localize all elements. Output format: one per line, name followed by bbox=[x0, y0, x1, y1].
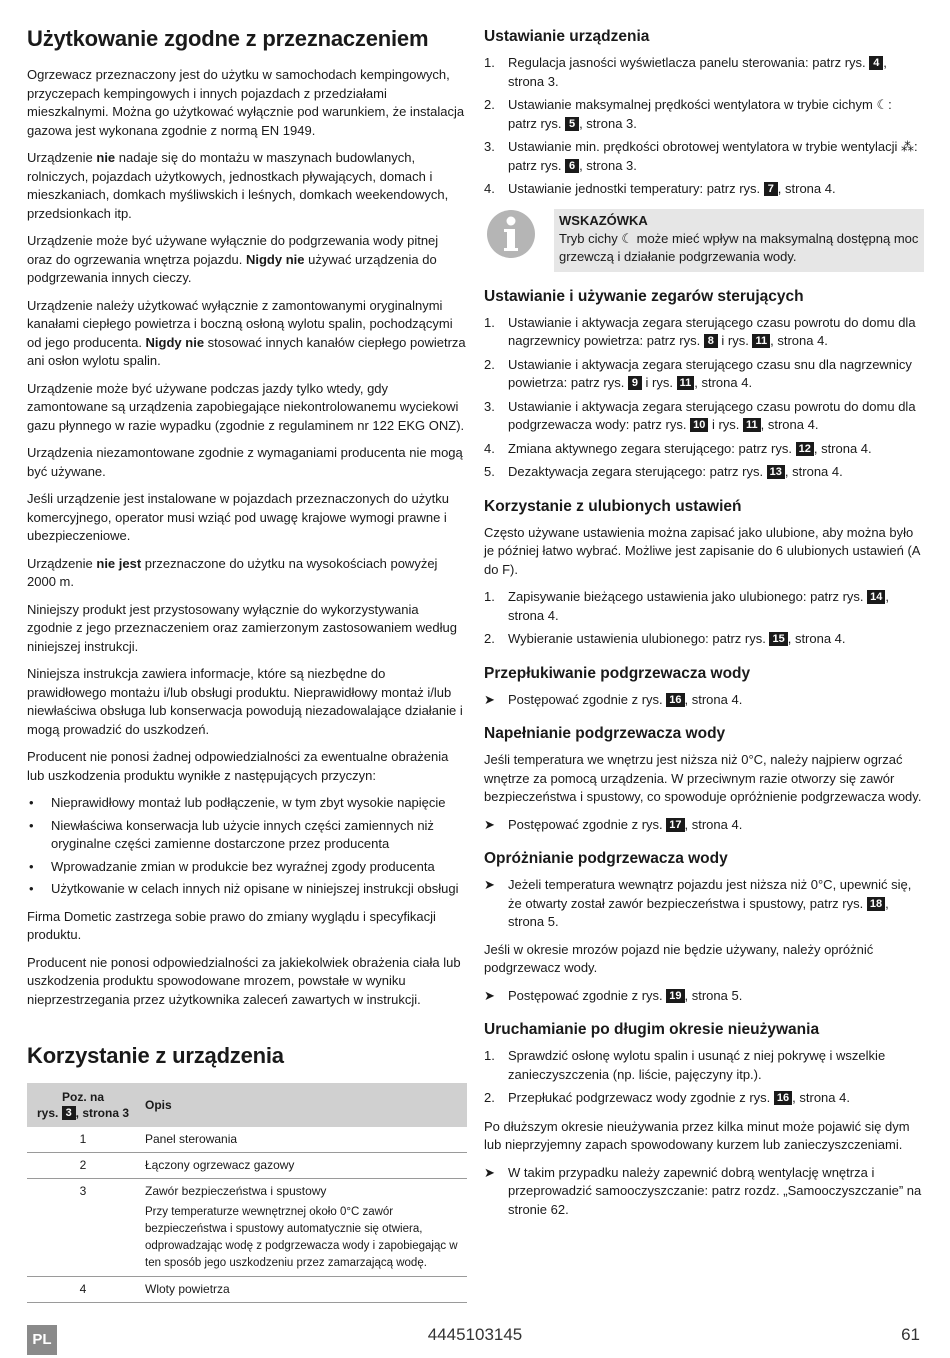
table-row: 3 Zawór bezpieczeństwa i spustowy Przy temperaturze wewnętrznej około 0°C zawór bezpieczeństwa i spustowy automatycznie się otwiera, odprowadzając wodę z podgrzewacza wody i zapobiegając w ten sposób jego uszkodzeniu przez zamarzającą wodę. bbox=[27, 1179, 467, 1277]
arrow-icon: ➤ bbox=[484, 691, 495, 707]
section-heading: Przepłukiwanie podgrzewacza wody bbox=[484, 664, 751, 682]
list-item: 1. Regulacja jasności wyświetlacza panelu sterowania: patrz rys. 4 , strona 3. bbox=[484, 55, 887, 89]
figure-ref: 13 bbox=[767, 465, 785, 479]
section-heading: Ustawianie i używanie zegarów sterujących bbox=[484, 287, 804, 305]
paragraph: Jeśli w okresie mrozów pojazd nie będzie używany, należy opróżnić podgrzewacz wody. bbox=[484, 941, 874, 975]
figure-ref: 3 bbox=[62, 1106, 76, 1120]
table-row: 1 Panel sterowania bbox=[27, 1127, 467, 1153]
paragraph: Niniejszy produkt jest przystosowany wyłącznie do wykorzystywania zgodnie z jego przeznaczeniem oraz zamierzonym zastosowaniem według niniejszej instrukcji. bbox=[27, 601, 457, 654]
paragraph: Często używane ustawienia można zapisać jako ulubione, aby można było je później łatwo wybrać. Możliwe jest zapisanie do 6 ulubionych ustawień (A do F). bbox=[484, 524, 920, 577]
list-item: • Wprowadzanie zmian w produkcie bez wyraźnej zgody producenta bbox=[29, 858, 435, 874]
section-heading: Ustawianie urządzenia bbox=[484, 28, 650, 45]
section-device-settings bbox=[484, 28, 924, 272]
list-item: 2. Ustawianie maksymalnej prędkości wentylatora w trybie cichym ☾: patrz rys. 5 , strona 3. bbox=[484, 97, 892, 131]
paragraph: Po dłuższym okresie nieużywania przez kilka minut może pojawić się dym lub nieprzyjemny zapach spowodowany kurzem lub zanieczyszczeniami. bbox=[484, 1118, 910, 1152]
paragraph: Producent nie ponosi odpowiedzialności za jakiekolwiek obrażenia ciała lub uszkodzenia produktu spowodowane mrozem, powstałe w wyniku nieprzestrzegania przez użytkownika zaleceń zawartych w instrukcji. bbox=[27, 954, 461, 1007]
section-filling bbox=[484, 725, 924, 834]
list-item: • Niewłaściwa konserwacja lub użycie innych części zamiennych niż oryginalne części zamienne dostarczone przez producenta bbox=[29, 817, 434, 851]
paragraph: Producent nie ponosi żadnej odpowiedzialności za ewentualne obrażenia lub uszkodzenia produktu wynikłe z następujących przyczyn: bbox=[27, 749, 449, 783]
paragraph: Urządzenia niezamontowane zgodnie z wymaganiami producenta nie mogą być używane. bbox=[27, 445, 463, 479]
list-item: • Nieprawidłowy montaż lub podłączenie, w tym zbyt wysokie napięcie bbox=[29, 795, 446, 810]
note-box bbox=[484, 209, 924, 272]
figure-ref: 5 bbox=[565, 117, 579, 131]
figure-ref: 17 bbox=[666, 818, 684, 832]
table-row: 4 Wloty powietrza bbox=[27, 1277, 467, 1303]
section-restart bbox=[484, 1021, 924, 1219]
paragraph: Urządzenie może być używane podczas jazdy tylko wtedy, gdy zamontowane są urządzenia zapobiegające niekontrolowanemu wyciekowi gazu płynnego w razie wypadku (zgodnie z regulaminem nr 122 EKG ONZ). bbox=[27, 380, 465, 433]
arrow-icon: ➤ bbox=[484, 1164, 495, 1180]
list-item: • Użytkowanie w celach innych niż opisane w niniejszej instrukcji obsługi bbox=[29, 881, 459, 896]
section-heading: Korzystanie z ulubionych ustawień bbox=[484, 497, 742, 515]
paragraph: Jeśli urządzenie jest instalowane w pojazdach przeznaczonych do użytku komercyjnego, operator musi wziąć pod uwagę krajowe wymogi prawne i ubezpieczeniowe. bbox=[27, 491, 450, 543]
figure-ref: 10 bbox=[690, 418, 708, 432]
instruction-step: ➤ Postępować zgodnie z rys. 17 , strona 4. bbox=[484, 816, 924, 835]
numbered-list bbox=[484, 314, 924, 482]
section-flushing bbox=[484, 665, 924, 710]
list-item: 2. Wybieranie ustawienia ulubionego: patrz rys. 15 , strona 4. bbox=[484, 631, 846, 646]
list-item: 4. Zmiana aktywnego zegara sterującego: patrz rys. 12 , strona 4. bbox=[484, 440, 872, 456]
paragraph: Urządzenie może być używane wyłącznie do podgrzewania wody pitnej oraz do ogrzewania wnętrza pojazdu. Nigdy nie używać urządzenia do podgrzewania innych cieczy. bbox=[27, 233, 439, 285]
figure-ref: 16 bbox=[666, 693, 684, 707]
figure-ref: 14 bbox=[867, 590, 885, 604]
instruction-step: ➤ W takim przypadku należy zapewnić dobrą wentylację wnętrza i przeprowadzić samooczyszczanie: patrz rozdz. „Samooczyszczanie” na stronie 62. bbox=[484, 1164, 922, 1217]
list-item: 2. Ustawianie i aktywacja zegara sterującego czasu snu dla nagrzewnicy powietrza: patrz rys. 9 i rys. 11 , strona 4. bbox=[484, 356, 912, 390]
list-item: 3. Ustawianie i aktywacja zegara sterującego czasu powrotu do domu dla podgrzewacza wody: patrz rys. 10 i rys. 11 , strona 4. bbox=[484, 398, 916, 432]
section-timers bbox=[484, 288, 924, 482]
section-heading: Opróżnianie podgrzewacza wody bbox=[484, 850, 728, 867]
numbered-list bbox=[484, 1047, 924, 1108]
list-item: 1. Ustawianie i aktywacja zegara sterującego czasu powrotu do domu dla nagrzewnicy powietrza: patrz rys. 8 i rys. 11 , strona 4. bbox=[484, 314, 916, 348]
figure-ref: 8 bbox=[704, 334, 718, 348]
list-item: 1. Zapisywanie bieżącego ustawienia jako ulubionego: patrz rys. 14 , strona 4. bbox=[484, 589, 890, 623]
language-badge: PL bbox=[27, 1325, 57, 1355]
list-item: 4. Ustawianie jednostki temperatury: patrz rys. 7 , strona 4. bbox=[484, 181, 836, 196]
list-item: 5. Dezaktywacja zegara sterującego: patrz rys. 13 , strona 4. bbox=[484, 464, 843, 479]
section-heading: Napełnianie podgrzewacza wody bbox=[484, 725, 726, 742]
list-item: 3. Ustawianie min. prędkości obrotowej wentylatora w trybie wentylacji ⁂: patrz rys. 6 , strona 3. bbox=[484, 139, 918, 173]
arrow-icon: ➤ bbox=[484, 816, 495, 832]
list-item: 2. Przepłukać podgrzewacz wody zgodnie z rys. 16 , strona 4. bbox=[484, 1090, 850, 1105]
paragraph: Firma Dometic zastrzega sobie prawo do zmiany wyglądu i specyfikacji produktu. bbox=[27, 908, 436, 942]
note-title: WSKAZÓWKA bbox=[559, 212, 648, 228]
document-number: 4445103145 bbox=[427, 1325, 523, 1344]
figure-ref: 4 bbox=[869, 56, 883, 70]
instruction-step: ➤ Postępować zgodnie z rys. 16 , strona 4. bbox=[484, 691, 924, 710]
paragraph: Ogrzewacz przeznaczony jest do użytku w samochodach kempingowych, przyczepach kempingowych i innych pojazdach z przedziałami mieszkalnymi. Można go użytkować wyłącznie pod warunkiem, że instalacja gazowa jest wykonana zgodnie z normą EN 1949. bbox=[27, 67, 465, 138]
note-text: Tryb cichy ☾ może mieć wpływ na maksymalną dostępną moc grzewczą i działanie podgrzewania wody. bbox=[559, 230, 919, 264]
figure-ref: 6 bbox=[565, 159, 579, 173]
paragraph: Urządzenie nie nadaje się do montażu w maszynach budowlanych, rolniczych, pojazdach użytkowych, jednostkach pływających, domach i mieszkaniach, domkach myśliwskich i leśnych, domkach weekendowych, przedsionkach itp. bbox=[27, 150, 449, 221]
instruction-step: ➤ Jeżeli temperatura wewnątrz pojazdu jest niższa niż 0°C, upewnić się, że otwarty został zawór bezpieczeństwa i spustowy, patrz rys. 18 , strona 5. bbox=[484, 877, 912, 929]
section-draining bbox=[484, 850, 924, 1005]
figure-ref: 11 bbox=[752, 334, 770, 348]
numbered-list bbox=[484, 588, 924, 649]
section-title-intended-use: Użytkowanie zgodne z przeznaczeniem bbox=[27, 26, 429, 51]
figure-ref: 18 bbox=[867, 897, 885, 911]
numbered-list bbox=[484, 54, 924, 199]
section-heading: Uruchamianie po długim okresie nieużywania bbox=[484, 1021, 820, 1038]
figure-ref: 15 bbox=[769, 632, 787, 646]
paragraph: Jeśli temperatura we wnętrzu jest niższa niż 0°C, należy najpierw ogrzać wnętrze za pomocą urządzenia. W przeciwnym razie otworzy się zawór bezpieczeństwa i spustowy, co spowoduje opróżnienie podgrzewacza wody. bbox=[484, 752, 922, 804]
instruction-step: ➤ Postępować zgodnie z rys. 19 , strona 5. bbox=[484, 987, 924, 1006]
bullet-list bbox=[27, 794, 467, 899]
right-column bbox=[484, 28, 924, 1235]
info-icon bbox=[484, 209, 544, 269]
paragraph: Urządzenie należy użytkować wyłącznie z zamontowanymi oryginalnymi kanałami ciepłego powietrza i boczną osłoną wylotu spalin, pochodzącymi od jego producenta. Nigdy nie stosować innych kanałów ciepłego powietrza ani osłon wylotu spalin. bbox=[27, 297, 466, 368]
figure-ref: 11 bbox=[677, 376, 695, 390]
paragraph: Urządzenie nie jest przeznaczone do użytku na wysokościach powyżej 2000 m. bbox=[27, 555, 438, 589]
paragraph: Niniejsza instrukcja zawiera informacje, które są niezbędne do prawidłowego montażu i/lub obsługi produktu. Nieprawidłowy montaż i/lub niewłaściwa obsługa lub konserwacja powodują niezadowalające działanie i mogą prowadzić do uszkodzeń. bbox=[27, 666, 463, 737]
section-favorites bbox=[484, 498, 924, 649]
arrow-icon: ➤ bbox=[484, 987, 495, 1003]
figure-ref: 9 bbox=[628, 376, 642, 390]
section-title-using-device: Korzystanie z urządzenia bbox=[27, 1043, 284, 1068]
left-column bbox=[27, 26, 467, 1303]
table-row: 2 Łączony ogrzewacz gazowy bbox=[27, 1153, 467, 1179]
figure-ref: 11 bbox=[743, 418, 761, 432]
table-header-description: Opis bbox=[139, 1083, 467, 1127]
components-table bbox=[27, 1083, 467, 1303]
figure-ref: 19 bbox=[666, 989, 684, 1003]
figure-ref: 16 bbox=[774, 1091, 792, 1105]
arrow-icon: ➤ bbox=[484, 877, 495, 892]
figure-ref: 7 bbox=[764, 182, 778, 196]
table-header-position: Poz. na rys. 3 , strona 3 bbox=[27, 1083, 139, 1127]
list-item: 1. Sprawdzić osłonę wylotu spalin i usunąć z niej pokrywę i wszelkie zanieczyszczenia (np. liście, pajęczyny itp.). bbox=[484, 1048, 886, 1082]
page-number: 61 bbox=[901, 1325, 920, 1344]
figure-ref: 12 bbox=[796, 442, 814, 456]
